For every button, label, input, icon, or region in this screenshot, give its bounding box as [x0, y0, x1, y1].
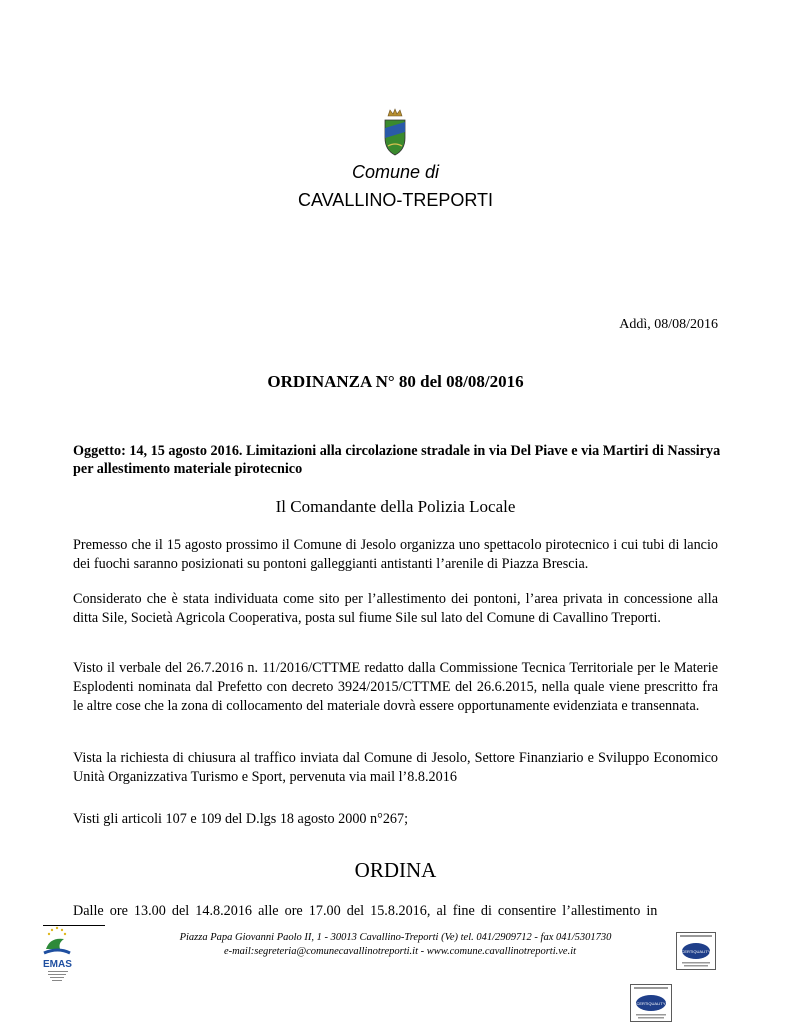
footer-contacts: e-mail:segreteria@comunecavallinotreporti.it - www.comune.cavallinotreporti.ve.it	[223, 946, 577, 957]
certification-badge-icon	[676, 932, 716, 970]
body-paragraph: Premesso che il 15 agosto prossimo il Comune di Jesolo organizza uno spettacolo pirotecnico i cui tubi di lancio dei fuochi saranno posizionati su pontoni galleggianti antistanti l’arenile di Piazza Brescia.	[73, 537, 718, 572]
subject-text: : 14, 15 agosto 2016. Limitazioni alla circolazione stradale in via Del Piave e via Martiri di Nassirya per allestimento materiale pirotecnico	[73, 443, 721, 477]
cert-badge-label: CERTIQUALITY	[681, 949, 711, 954]
ordinance-title: ORDINANZA N° 80 del 08/08/2016	[267, 372, 524, 391]
body-paragraph: Visti gli articoli 107 e 109 del D.lgs 18 agosto 2000 n°267;	[73, 811, 409, 827]
footer-address: Piazza Papa Giovanni Paolo II, 1 - 30013 Cavallino-Treporti (Ve) tel. 041/2909712 - fax 041/5301730	[179, 932, 612, 943]
subject-paragraph	[73, 442, 723, 478]
issuer-heading: Il Comandante della Polizia Locale	[275, 497, 516, 516]
body-paragraph-last: Dalle ore 13.00 del 14.8.2016 alle ore 17.00 del 15.8.2016, al fine di consentire l’allestimento in	[73, 903, 658, 919]
ordina-heading: ORDINA	[354, 858, 437, 882]
certification-badge-icon	[630, 984, 672, 1022]
body-paragraph: Visto il verbale del 26.7.2016 n. 11/2016/CTTME redatto dalla Commissione Tecnica Territoriale per le Materie Esplodenti nominata dal Prefetto con decreto 3924/2015/CTTME del 26.6.2015, nella quale viene prescritto fra le altre cose che la zona di collocamento del materiale dovrà essere opportunamente evidenziata e transennata.	[73, 660, 718, 714]
body-paragraph: Considerato che è stata individuata come sito per l’allestimento dei pontoni, l’area privata in concessione alla ditta Sile, Società Agricola Cooperativa, posta sul fiume Sile sul lato del Comune di Cavallino Treporti.	[73, 591, 718, 626]
emas-logo-label: EMAS	[43, 959, 72, 970]
subject-label: Oggetto	[73, 443, 122, 459]
body-paragraph: Vista la richiesta di chiusura al traffico inviata dal Comune di Jesolo, Settore Finanziario e Sviluppo Economico Unità Organizzativa Turismo e Sport, pervenuta via mail l’8.8.2016	[73, 750, 718, 785]
comune-name: CAVALLINO-TREPORTI	[297, 190, 494, 210]
comune-di-label: Comune di	[351, 162, 440, 182]
cert-badge-label: CERTIQUALITY	[636, 1001, 666, 1006]
document-date: Addì, 08/08/2016	[619, 317, 718, 332]
municipal-crest-icon	[380, 108, 410, 158]
